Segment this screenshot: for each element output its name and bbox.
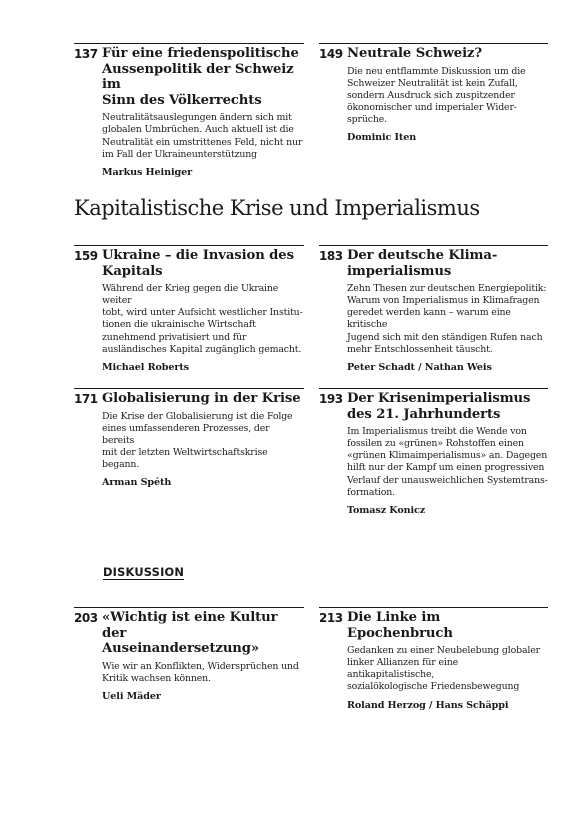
entry-body — [102, 610, 304, 703]
title-line: Sinn des Völkerrechts — [102, 92, 262, 108]
entry-body — [347, 248, 548, 374]
desc-line: Während der Krieg gegen die Ukraine weiter — [102, 283, 279, 307]
title-line: Der deutsche Klima- — [347, 248, 498, 263]
desc-line: Warum von Imperialismus in Klimafragen — [347, 295, 540, 307]
page-number: 193 — [319, 392, 343, 406]
desc-line: Verlauf der unausweichlichen Systemtrans- — [347, 474, 548, 486]
title-line: Aussenpolitik der Schweiz im — [102, 61, 294, 93]
entry-title — [102, 248, 304, 279]
entry-title — [102, 46, 304, 108]
desc-line: geredet werden kann – warum eine kritische — [347, 307, 511, 331]
title-line: «Wichtig ist eine Kultur der — [102, 610, 278, 641]
page-number: 149 — [319, 47, 343, 61]
entry-author: Ueli Mäder — [102, 690, 161, 702]
entry-body — [102, 391, 304, 489]
entry-body — [347, 391, 548, 517]
desc-line: Neutralitätsauslegungen ändern sich mit — [102, 112, 292, 124]
section-heading-diskussion: DISKUSSION — [103, 565, 185, 579]
desc-line: formation. — [347, 486, 396, 498]
desc-line: zunehmend privatisiert und für — [102, 331, 247, 343]
toc-entry-203[interactable] — [74, 607, 304, 702]
desc-line: mehr Entschlossenheit täuscht. — [347, 343, 493, 355]
desc-line: Die Krise der Globalisierung ist die Folge — [102, 410, 293, 422]
desc-line: ökonomischer und imperialer Wider- — [347, 101, 517, 113]
entry-description — [102, 283, 304, 356]
desc-line: eines umfassenderen Prozesses, der bereits — [102, 422, 270, 446]
desc-line: Schweizer Neutralität ist kein Zufall, — [347, 77, 518, 89]
entry-body — [102, 46, 304, 179]
desc-line: sozialökologische Friedensbewegung — [347, 681, 520, 693]
entry-description — [102, 112, 304, 160]
entry-title — [347, 46, 548, 62]
entry-body — [347, 46, 548, 144]
desc-line: sprüche. — [347, 113, 387, 125]
title-line: Die Linke im Epochenbruch — [347, 610, 453, 641]
desc-line: tionen die ukrainische Wirtschaft — [102, 319, 256, 331]
desc-line: Zehn Thesen zur deutschen Energiepolitik: — [347, 283, 547, 295]
entry-title — [347, 248, 548, 279]
desc-line: sondern Ausdruck sich zuspitzender — [347, 89, 515, 101]
desc-line: «grünen Klimaimperialismus» an. Dagegen — [347, 450, 548, 462]
page-number: 203 — [74, 611, 98, 625]
entry-description — [102, 661, 304, 685]
title-line: Für eine friedenspolitische — [102, 46, 299, 61]
title-line: imperialismus — [347, 263, 452, 279]
entry-author: Arman Spéth — [102, 477, 172, 489]
desc-line: mit der letzten Weltwirtschaftskrise begann. — [102, 446, 268, 470]
desc-line: ausländisches Kapital zugänglich gemacht. — [102, 343, 302, 355]
entry-title — [347, 391, 548, 422]
desc-line: Kritik wachsen können. — [102, 672, 211, 684]
toc-entry-183[interactable] — [319, 245, 548, 373]
toc-entry-137[interactable] — [74, 43, 304, 178]
toc-entry-193[interactable] — [319, 388, 548, 518]
entry-author: Peter Schadt / Nathan Weis — [347, 361, 492, 373]
entry-description — [347, 66, 548, 126]
entry-author: Roland Herzog / Hans Schäppi — [347, 699, 509, 711]
page-number: 159 — [74, 249, 98, 263]
page-number: 137 — [74, 47, 98, 61]
entry-author: Markus Heiniger — [102, 166, 193, 178]
toc-entry-149[interactable] — [319, 43, 548, 153]
entry-description — [347, 283, 548, 356]
desc-line: Jugend sich mit den ständigen Rufen nach — [347, 331, 543, 343]
title-line: Neutrale Schweiz? — [347, 46, 483, 61]
entry-description — [102, 411, 304, 471]
desc-line: hilft nur der Kampf um einen progressiven — [347, 462, 545, 474]
title-line: Der Krisenimperialismus — [347, 391, 531, 406]
desc-line: globalen Umbrüchen. Auch aktuell ist die — [102, 124, 294, 136]
page-number: 171 — [74, 392, 98, 406]
desc-line: Wie wir an Konflikten, Widersprüchen und — [102, 660, 299, 672]
title-line: Auseinandersetzung» — [102, 641, 260, 657]
title-line: Ukraine – die Invasion des — [102, 248, 294, 263]
entry-author: Michael Roberts — [102, 361, 189, 373]
title-line: des 21. Jahrhunderts — [347, 406, 501, 422]
entry-author: Tomasz Konicz — [347, 504, 426, 516]
page-number: 213 — [319, 611, 343, 625]
entry-title — [102, 610, 304, 657]
entry-description — [347, 426, 548, 499]
entry-author: Dominic Iten — [347, 132, 417, 144]
desc-line: tobt, wird unter Aufsicht westlicher Institu- — [102, 307, 303, 319]
toc-entry-159[interactable] — [74, 245, 304, 373]
desc-line: fossilen zu «grünen» Rohstoffen einen — [347, 438, 524, 450]
entry-body — [347, 610, 548, 712]
title-line: Kapitals — [102, 263, 163, 279]
entry-title — [347, 610, 548, 641]
desc-line: Neutralität ein umstrittenes Feld, nicht nur — [102, 136, 303, 148]
toc-entry-171[interactable] — [74, 388, 304, 489]
desc-line: linker Allianzen für eine antikapitalistische, — [347, 657, 458, 681]
entry-body — [102, 248, 304, 374]
entry-description — [347, 645, 548, 693]
desc-line: im Fall der Ukraineunterstützung — [102, 148, 258, 160]
title-line: Globalisierung in der Krise — [102, 391, 301, 406]
section-title: Kapitalistische Krise und Imperialismus — [74, 196, 480, 220]
desc-line: Im Imperialismus treibt die Wende von — [347, 426, 527, 438]
toc-entry-213[interactable] — [319, 607, 548, 711]
entry-title — [102, 391, 304, 407]
page-number: 183 — [319, 249, 343, 263]
desc-line: Die neu entflammte Diskussion um die — [347, 65, 526, 77]
desc-line: Gedanken zu einer Neubelebung globaler — [347, 645, 540, 657]
